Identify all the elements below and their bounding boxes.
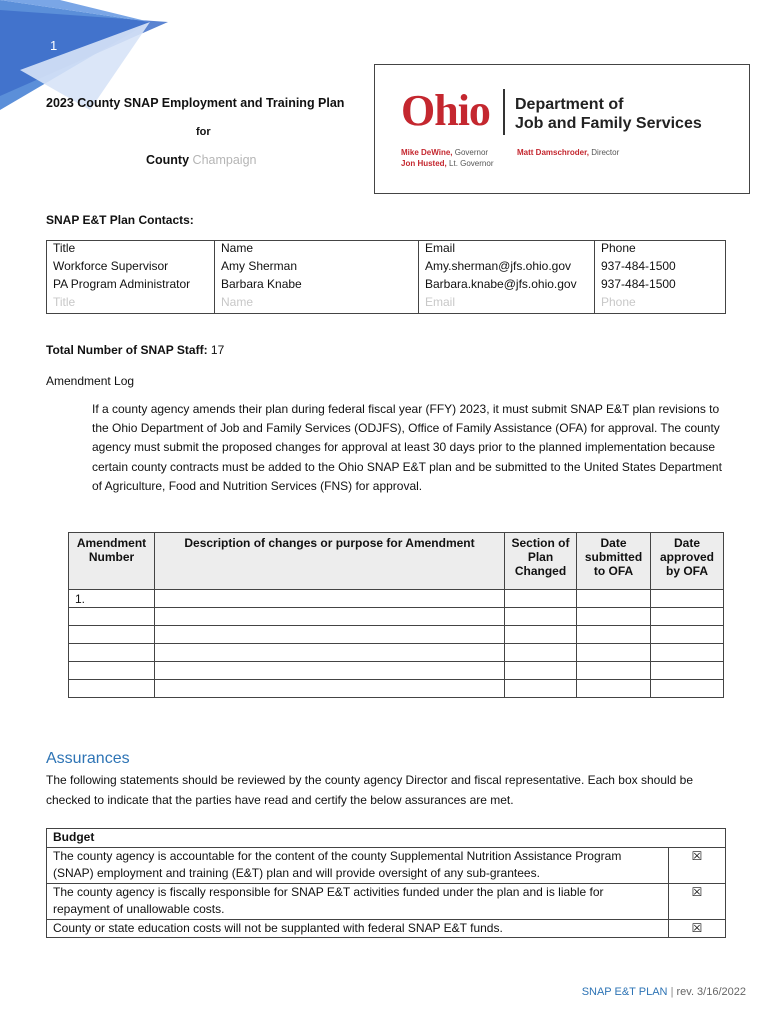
lt-governor-title: Lt. Governor (449, 159, 494, 168)
amendment-cell[interactable] (155, 644, 505, 662)
table-row (69, 533, 724, 590)
director-title: Director (591, 148, 620, 157)
amendment-cell[interactable] (505, 608, 577, 626)
amendment-cell[interactable] (505, 626, 577, 644)
table-row (47, 847, 726, 883)
table-row (47, 277, 726, 295)
contact-email-placeholder[interactable]: Email (419, 295, 595, 314)
budget-table (46, 828, 726, 938)
department-name (515, 95, 702, 133)
table-row (69, 608, 724, 626)
amendment-cell[interactable] (651, 590, 724, 608)
amendment-cell[interactable] (69, 644, 155, 662)
contact-email[interactable]: Barbara.knabe@jfs.ohio.gov (419, 277, 595, 295)
amendment-cell[interactable] (69, 662, 155, 680)
page-footer (582, 986, 746, 998)
contact-phone[interactable]: 937-484-1500 (595, 277, 726, 295)
header-cell: Description of changes or purpose for Amendment (155, 533, 505, 590)
header-cell: Phone (595, 241, 726, 260)
assurance-text: The county agency is fiscally responsible for SNAP E&T activities funded under the plan and is liable for repayment of unallowable costs. (47, 883, 669, 919)
header-cell: Name (215, 241, 419, 260)
amendment-cell[interactable] (505, 644, 577, 662)
contact-phone-placeholder[interactable]: Phone (595, 295, 726, 314)
contact-name[interactable]: Amy Sherman (215, 259, 419, 277)
staff-count-line (46, 343, 224, 357)
assurance-text: County or state education costs will not be supplanted with federal SNAP E&T funds. (47, 919, 669, 938)
assurances-intro: The following statements should be reviewed by the county agency Director and fiscal representative. Each box should be checked to indicate that the parties have read and certify the below assurances are met. (46, 773, 694, 807)
checked-box-icon[interactable]: ☒ (669, 847, 726, 883)
amendment-cell[interactable] (69, 608, 155, 626)
dept-line-2: Job and Family Services (515, 115, 702, 132)
contacts-table (46, 240, 726, 314)
governor-name: Mike DeWine, (401, 148, 453, 157)
footer-separator: | (670, 986, 674, 998)
dept-line-1: Department of (515, 96, 624, 113)
contacts-heading: SNAP E&T Plan Contacts: (46, 213, 194, 227)
header-cell: Email (419, 241, 595, 260)
amendment-log-label: Amendment Log (46, 374, 135, 388)
ohio-wordmark: Ohio (401, 86, 490, 135)
governor-block (401, 147, 493, 169)
table-row (47, 259, 726, 277)
checked-box-icon[interactable]: ☒ (669, 919, 726, 938)
amendment-cell[interactable] (155, 626, 505, 644)
amendment-cell[interactable] (651, 644, 724, 662)
assurances-heading: Assurances (46, 750, 130, 767)
table-row (47, 919, 726, 938)
amendment-cell[interactable] (155, 608, 505, 626)
amendment-cell[interactable] (505, 662, 577, 680)
table-row (47, 829, 726, 848)
county-label: County (146, 153, 190, 167)
amendment-cell[interactable] (505, 590, 577, 608)
amendment-cell[interactable] (155, 662, 505, 680)
staff-count-label: Total Number of SNAP Staff: (46, 343, 208, 357)
odjfs-logo-box (374, 64, 750, 194)
amendment-cell[interactable] (69, 626, 155, 644)
amendment-cell[interactable] (577, 626, 651, 644)
budget-heading: Budget (47, 829, 726, 848)
contact-name[interactable]: Barbara Knabe (215, 277, 419, 295)
governor-title: Governor (454, 148, 489, 157)
amendment-cell[interactable] (577, 644, 651, 662)
checked-box-icon[interactable]: ☒ (669, 883, 726, 919)
contact-email[interactable]: Amy.sherman@jfs.ohio.gov (419, 259, 595, 277)
header-cell: Section of Plan Changed (505, 533, 577, 590)
table-row (47, 883, 726, 919)
director-name: Matt Damschroder, (517, 148, 590, 157)
contact-phone[interactable]: 937-484-1500 (595, 259, 726, 277)
corner-decoration (0, 0, 180, 110)
director-block (517, 147, 619, 158)
contact-title[interactable]: Workforce Supervisor (47, 259, 215, 277)
amendment-cell[interactable] (155, 680, 505, 698)
staff-count-value[interactable]: 17 (210, 343, 225, 357)
amendment-number[interactable]: 1. (69, 590, 155, 608)
county-value[interactable]: Champaign (192, 153, 257, 167)
amendment-cell[interactable] (505, 680, 577, 698)
assurance-text: The county agency is accountable for the content of the county Supplemental Nutrition Assistance Program (SNAP) employment and training (E&T) plan and will provide oversight of any sub-grantees. (47, 847, 669, 883)
table-row (69, 644, 724, 662)
amendment-cell[interactable] (155, 590, 505, 608)
amendment-paragraph: If a county agency amends their plan during federal fiscal year (FFY) 2023, it must submit SNAP E&T plan revisions to the Ohio Department of Job and Family Services (ODJFS), Office of Family Assistance (OFA) for approval. The county agency must submit the proposed changes for approval at least 30 days prior to the planned implementation because certain county contracts must be added to the Ohio SNAP E&T plan and be submitted to the United States Department of Agriculture, Food and Nutrition Services (FNS) for approval. (92, 402, 722, 493)
contact-title-placeholder[interactable]: Title (47, 295, 215, 314)
header-cell: Date submitted to OFA (577, 533, 651, 590)
amendment-cell[interactable] (577, 608, 651, 626)
header-cell: Date approved by OFA (651, 533, 724, 590)
table-row (47, 295, 726, 314)
amendment-cell[interactable] (651, 626, 724, 644)
table-row (47, 241, 726, 260)
plan-title: 2023 County SNAP Employment and Training Plan (46, 96, 345, 110)
contact-title[interactable]: PA Program Administrator (47, 277, 215, 295)
footer-revision: rev. 3/16/2022 (676, 986, 746, 998)
header-cell: Title (47, 241, 215, 260)
amendment-cell[interactable] (577, 590, 651, 608)
for-label: for (196, 126, 211, 138)
lt-governor-name: Jon Husted, (401, 159, 447, 168)
amendment-table (68, 532, 724, 698)
amendment-cell[interactable] (577, 662, 651, 680)
table-row (69, 680, 724, 698)
header-cell: Amendment Number (69, 533, 155, 590)
footer-label: SNAP E&T PLAN (581, 986, 668, 998)
contact-name-placeholder[interactable]: Name (215, 295, 419, 314)
amendment-cell[interactable] (651, 662, 724, 680)
table-row (69, 590, 724, 608)
amendment-cell[interactable] (651, 608, 724, 626)
table-row (69, 662, 724, 680)
logo-divider (503, 89, 505, 135)
county-line (146, 153, 256, 167)
amendment-cell[interactable] (651, 680, 724, 698)
page-number: 1 (50, 38, 58, 53)
amendment-cell[interactable] (577, 680, 651, 698)
table-row (69, 626, 724, 644)
amendment-cell[interactable] (69, 680, 155, 698)
